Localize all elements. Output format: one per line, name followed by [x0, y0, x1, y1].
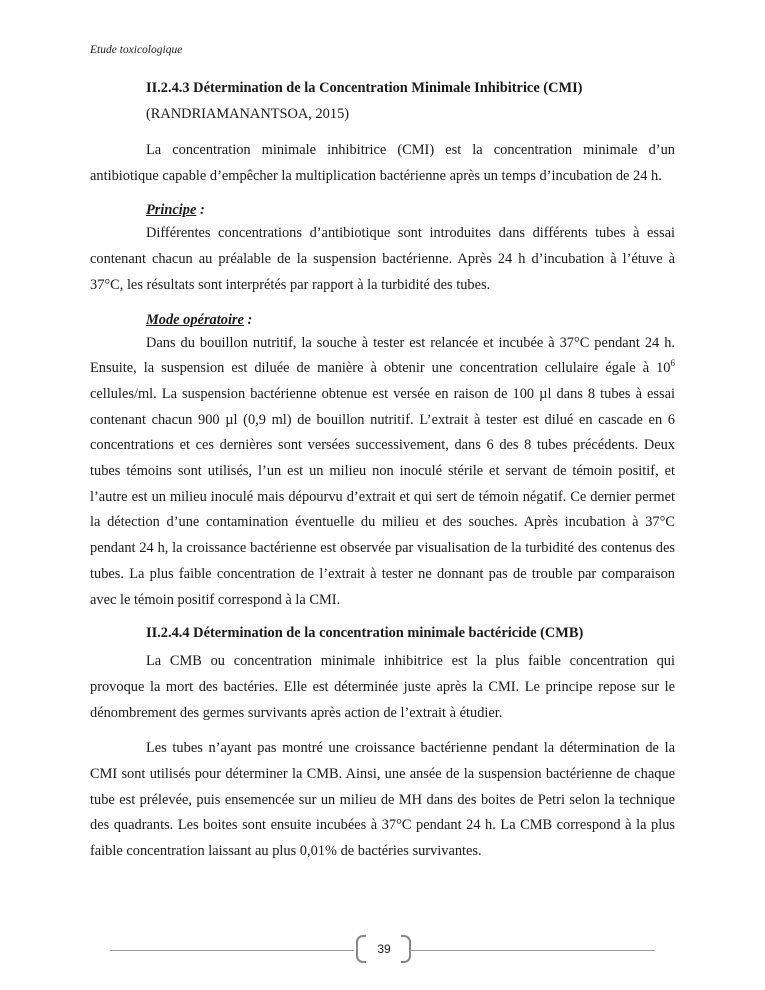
- mode-operatoire-colon: :: [243, 311, 253, 328]
- section-reference: (RANDRIAMANANTSOA, 2015): [146, 106, 350, 122]
- principe-label: Principe: [146, 202, 197, 219]
- principe-heading: [146, 199, 675, 221]
- principe-paragraph: Différentes concentrations d’antibiotique sont introduites dans différents tubes à essai contenant chacun au préalable de la suspension bactérienne. Après 24 h d’incubation à l’étuve à 37°C, les résultats sont interprétés par rapport à la turbidité des tubes.: [90, 225, 675, 293]
- footer-bracket-left: [356, 935, 366, 963]
- mode-text-before: Dans du bouillon nutritif, la souche à tester est relancée et incubée à 37°C pendant 24 h. Ensuite, la suspension est diluée de manière à obtenir une concentration cellulaire égale à 10: [90, 334, 675, 377]
- page-footer: [110, 933, 655, 967]
- mode-exponent: 6: [670, 358, 675, 369]
- principe-colon: :: [196, 202, 205, 219]
- section-title-cmi: II.2.4.3 Détermination de la Concentration Minimale Inhibitrice (CMI): [146, 80, 583, 96]
- mode-text-after: cellules/ml. La suspension bactérienne obtenue est versée en raison de 100 µl dans 8 tubes à essai contenant chacun 900 µl (0,9 ml) de bouillon nutritif. L’extrait à tester est dilué en cascade en 6 concentrations et ces dernières sont versées successivement, dans 6 des 8 tubes précédents. Deux tubes témoins sont utilisés, l’un est un milieu non inoculé stérile et servant de témoin positif, et l’autre est un milieu inoculé mais dépourvu d’extrait et qui sert de témoin négatif. Ce dernier permet la détection d’une contamination éventuelle du milieu et des souches. Après incubation à 37°C pendant 24 h, la croissance bactérienne est observée par visualisation de la turbidité des contenus des tubes. La plus faible concentration de l’extrait à tester ne donnant pas de trouble par comparaison avec le témoin positif correspond à la CMI.: [90, 385, 675, 608]
- footer-rule-left: [110, 950, 354, 951]
- cmb-paragraph-2: Les tubes n’ayant pas montré une croissance bactérienne pendant la détermination de la CMI sont utilisés pour déterminer la CMB. Ainsi, une ansée de la suspension bactérienne de chaque tube est prélevée, puis ensemencée sur un milieu de MH dans des boites de Petri selon la technique des quadrants. Les boites sont ensuite incubées à 37°C pendant 24 h. La CMB correspond à la plus faible concentration laissant au plus 0,01% de bactéries survivantes.: [90, 740, 675, 860]
- mode-operatoire-label: Mode opératoire: [146, 311, 244, 328]
- cmb-paragraph-1: La CMB ou concentration minimale inhibitrice est la plus faible concentration qui provoque la mort des bactéries. Elle est déterminée juste après la CMI. Le principe repose sur le dénombrement des germes survivants après action de l’extrait à étudier.: [90, 653, 675, 721]
- footer-bracket-right: [401, 935, 411, 963]
- page-number: 39: [377, 942, 391, 956]
- section-title-cmb: II.2.4.4 Détermination de la concentration minimale bactéricide (CMB): [146, 625, 584, 642]
- footer-rule-right: [410, 950, 655, 951]
- page-content: [90, 78, 675, 865]
- mode-operatoire-paragraph: [90, 331, 675, 614]
- running-header: Etude toxicologique: [90, 44, 183, 56]
- intro-paragraph: La concentration minimale inhibitrice (CMI) est la concentration minimale d’un antibiotique capable d’empêcher la multiplication bactérienne après un temps d’incubation de 24 h.: [90, 142, 675, 184]
- mode-operatoire-heading: [146, 309, 675, 331]
